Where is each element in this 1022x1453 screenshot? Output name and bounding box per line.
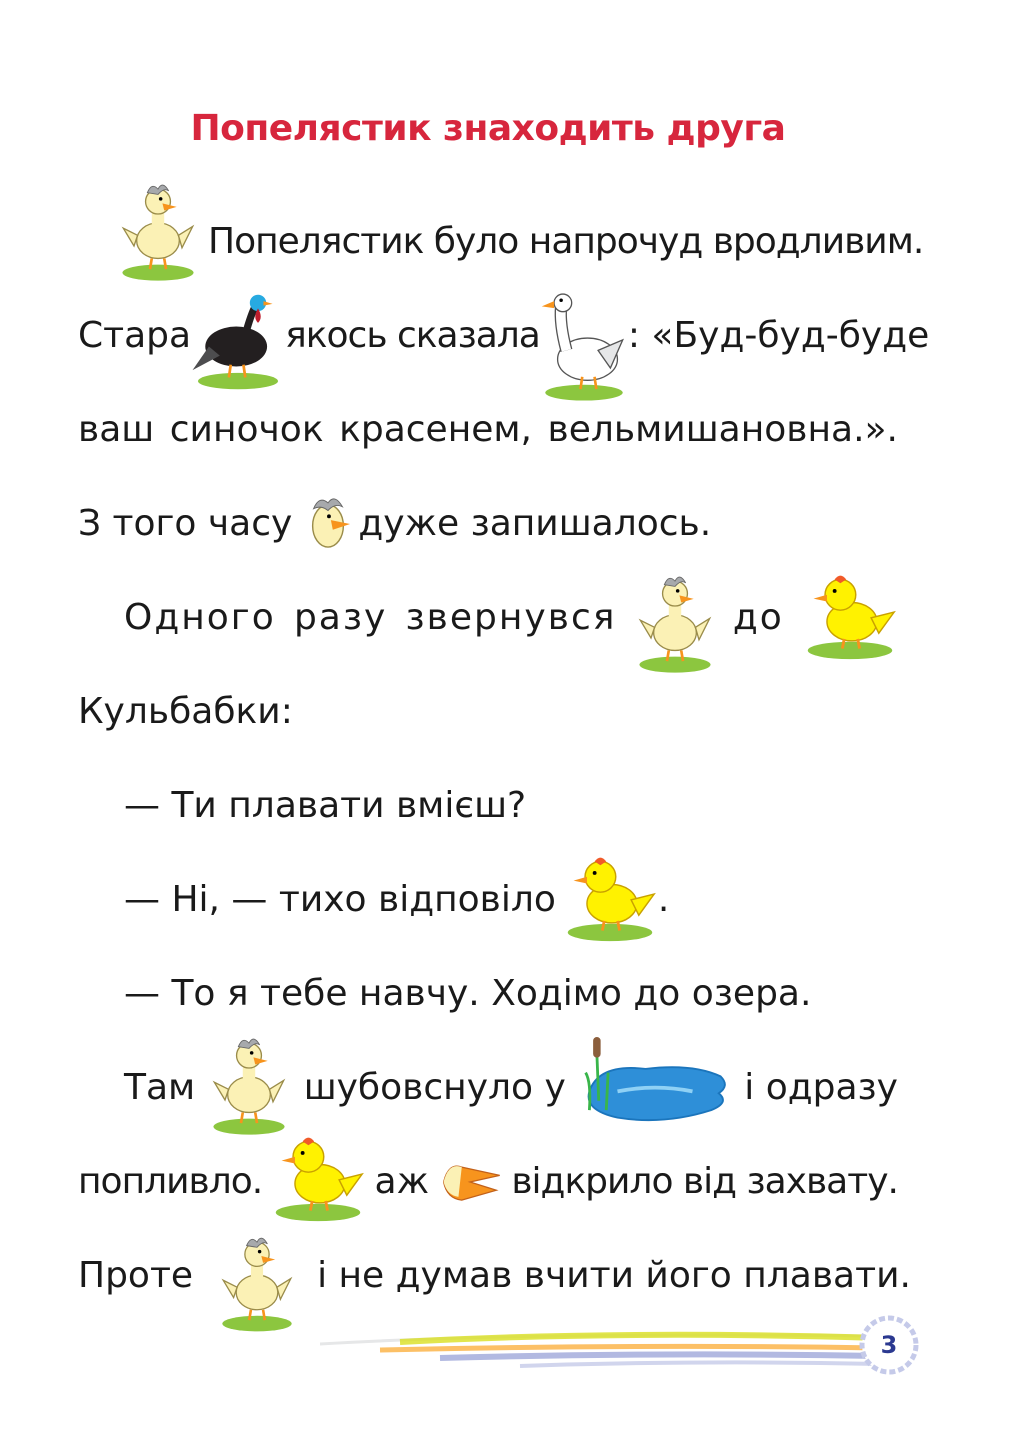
text-segment: Стара [78, 315, 192, 356]
text-segment: Одного [124, 597, 276, 638]
pond-icon [580, 1035, 730, 1129]
text-segment: аж [374, 1161, 430, 1202]
text-segment: дуже запишалось. [358, 503, 712, 544]
turkey-icon [191, 292, 285, 392]
text-segment: Попелястик було напрочуд вродливим. [208, 221, 924, 262]
text-line-7 [124, 776, 944, 836]
text-segment: відкрило від захвату. [511, 1161, 898, 1202]
text-line-1 [78, 212, 924, 272]
text-segment: вельмишановна.». [547, 409, 898, 450]
text-segment: ваш [78, 409, 155, 450]
text-segment: попливло. [78, 1161, 263, 1202]
text-segment: синочок [169, 409, 324, 450]
gray-duckling-icon [118, 175, 198, 285]
text-line-12 [78, 1246, 911, 1306]
text-segment: — То я тебе навчу. Ходімо до озера. [124, 973, 812, 1014]
text-line-8 [124, 870, 944, 930]
text-line-4 [78, 494, 898, 554]
text-line-11 [78, 1152, 898, 1212]
yellow-chick-icon [270, 1128, 366, 1224]
text-segment: — Ти плавати вмієш? [124, 785, 527, 826]
text-segment: З того часу [78, 503, 293, 544]
text-segment: . [657, 879, 670, 920]
text-segment: Проте [78, 1255, 194, 1296]
text-line-5 [124, 588, 898, 648]
gray-duckling-icon [209, 1030, 289, 1138]
text-segment: разу [293, 597, 388, 638]
page-title: Попелястик знаходить друга [190, 108, 786, 149]
page-number: 3 [880, 1331, 898, 1359]
gray-duckling-icon [217, 1230, 297, 1334]
text-segment: до [732, 597, 784, 638]
text-segment: : «Буд-буд-буде [627, 315, 930, 356]
duckling-head-icon [304, 494, 352, 554]
goose-icon [540, 287, 628, 405]
text-segment: звернувся [405, 597, 617, 638]
text-line-2 [78, 306, 930, 366]
yellow-chick-icon [562, 848, 658, 944]
text-segment: Там [124, 1067, 196, 1108]
open-beak-icon [437, 1157, 503, 1207]
text-line-9 [124, 964, 944, 1024]
text-segment: шубовснуло у [303, 1067, 566, 1108]
text-segment: і не думав вчити його плавати. [317, 1255, 911, 1296]
text-line-10 [124, 1058, 898, 1118]
text-segment: Кульбабки: [78, 691, 293, 732]
text-segment: і одразу [744, 1067, 898, 1108]
yellow-chick-icon [802, 566, 898, 662]
footer-brush-decoration [320, 1322, 940, 1382]
text-segment: красенем, [339, 409, 532, 450]
text-line-6 [78, 682, 898, 742]
text-segment: якось сказала [285, 315, 540, 356]
text-line-3 [78, 400, 898, 460]
gray-duckling-icon [635, 566, 715, 678]
text-segment: — Ні, — тихо відповіло [124, 879, 556, 920]
